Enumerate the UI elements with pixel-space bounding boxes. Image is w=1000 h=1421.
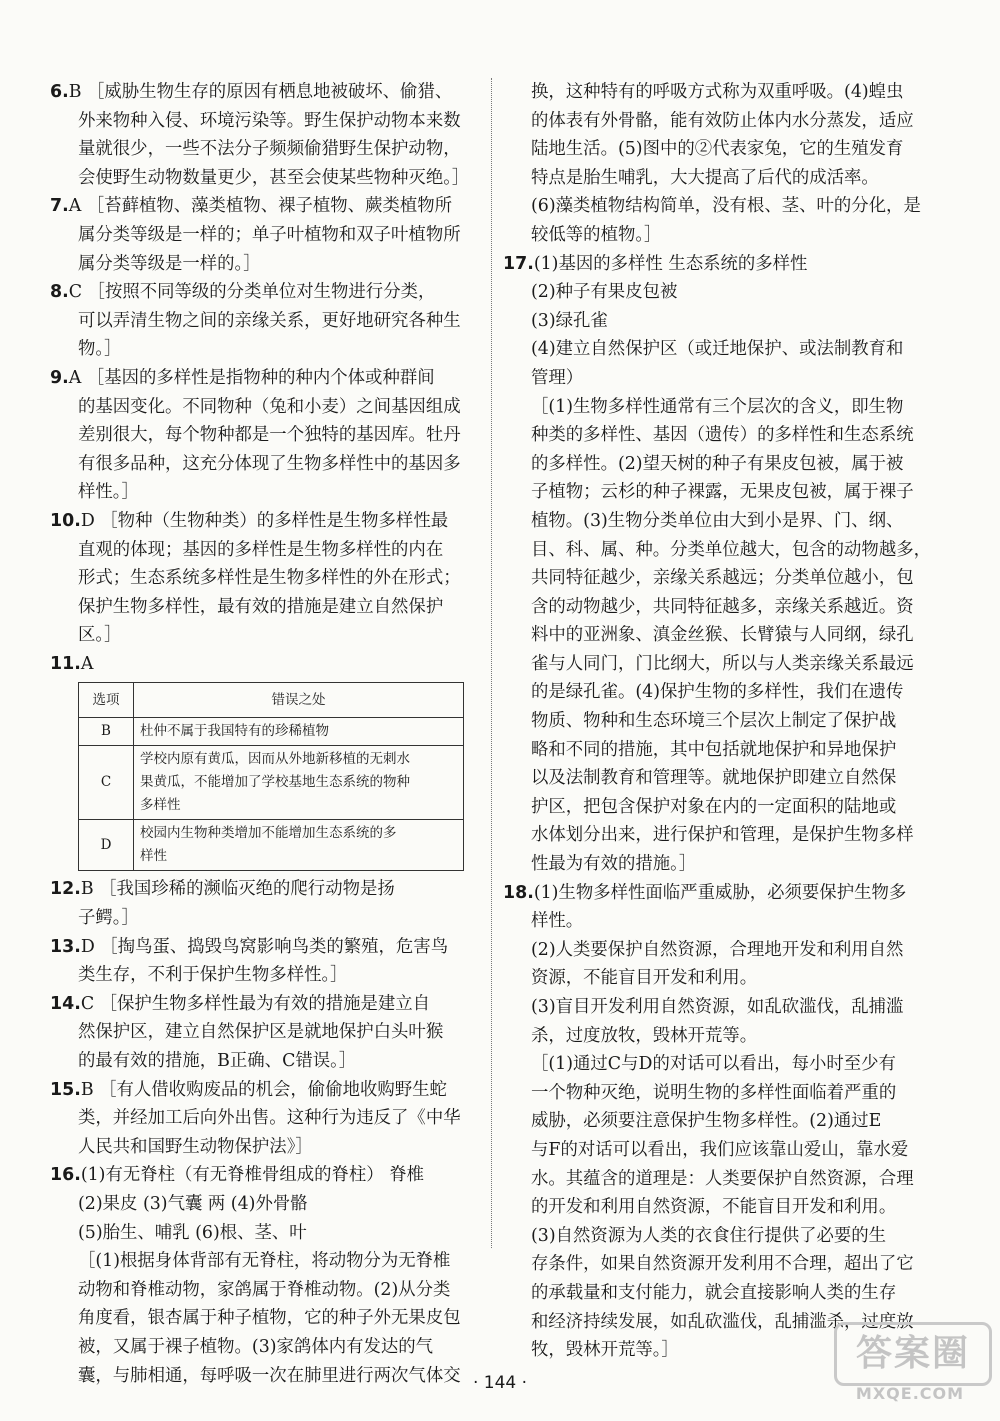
text-line: ［(1)根据身体背部有无脊柱，将动物分为无脊椎 <box>78 1251 451 1272</box>
text-line: 类，并经加工后向外出售。这种行为违反了《中华 <box>78 1108 461 1129</box>
text-line: (3)自然资源为人类的衣食住行提供了必要的生 <box>531 1225 887 1246</box>
text-line: 共同特征越少，亲缘关系越远；分类单位越小，包 <box>531 568 914 589</box>
text-line: 管理） <box>531 367 584 388</box>
text-line: 物质、物种和生态环境三个层次上制定了保护战 <box>531 711 897 732</box>
text-line: 的最有效的措施，B正确、C错误。］ <box>78 1051 357 1072</box>
text-line: 量就很少，一些不法分子频频偷猎野生保护动物， <box>78 139 461 160</box>
text-line: 的是绿孔雀。(4)保护生物的多样性，我们在遗传 <box>531 682 904 703</box>
text-line: ［(1)通过C与D的对话可以看出，每小时至少有 <box>531 1054 896 1075</box>
answer-13 <box>50 933 482 990</box>
text-line: B ［有人借收购废品的机会，偷偷地收购野生蛇 <box>80 1079 447 1100</box>
text-line: 样性。］ <box>78 482 139 503</box>
text-line: 一个物种灭绝，说明生物的多样性面临着严重的 <box>531 1082 897 1103</box>
text-line: (6)藻类植物结构简单，没有根、茎、叶的分化，是 <box>531 196 921 217</box>
text-line: 以及法制教育和管理等。就地保护即建立自然保 <box>531 768 897 789</box>
answer-text <box>50 937 482 990</box>
text-line: 的多样性。(2)望天树的种子有果皮包被，属于被 <box>531 453 904 474</box>
answer-11 <box>50 650 482 872</box>
text-line: 植物。(3)生物分类单位由大到小是界、门、纲、 <box>531 510 904 531</box>
text-line: A ［基因的多样性是指物种的种内个体或种群间 <box>68 367 435 388</box>
answer-16 <box>50 1161 482 1390</box>
table-row <box>79 718 464 746</box>
text-line: 动物和脊椎动物，家鸽属于脊椎动物。(2)从分类 <box>78 1279 451 1300</box>
answer-text <box>503 883 933 1365</box>
item-number: 12. <box>50 879 81 900</box>
table-header-row <box>79 683 464 718</box>
answer-12 <box>50 875 482 932</box>
text-line: 学校内原有黄瓜，因而从外地新移植的无刺水 <box>140 751 410 768</box>
text-line: 料中的亚洲象、滇金丝猴、长臂猿与人同纲，绿孔 <box>531 625 914 646</box>
text-line: 子植物；云杉的种子裸露，无果皮包被，属于裸子 <box>531 482 914 503</box>
text-line: 被，又属于裸子植物。(3)家鸽体内有发达的气 <box>78 1336 434 1357</box>
text-line: 换，这种特有的呼吸方式称为双重呼吸。(4)蝗虫 <box>531 82 904 102</box>
text-line: 的体表有外骨骼，能有效防止体内水分蒸发，适应 <box>531 110 914 131</box>
answer-text <box>50 282 482 364</box>
left-column <box>50 78 482 1390</box>
item-number: 11. <box>50 653 81 674</box>
text-line: 角度看，银杏属于种子植物，它的种子外无果皮包 <box>78 1308 461 1329</box>
item-number: 15. <box>50 1079 81 1100</box>
text-line: 资源，不能盲目开发和利用。 <box>531 968 758 989</box>
text-line: 多样性 <box>140 797 181 814</box>
text-line: 校园内生物种类增加不能增加生态系统的多 <box>140 825 397 842</box>
text-line: 属分类等级是一样的；单子叶植物和双子叶植物所 <box>78 224 461 245</box>
item-number: 13. <box>50 936 81 957</box>
item-number: 17. <box>503 253 534 274</box>
text-line: 直观的体现；基因的多样性是生物多样性的内在 <box>78 539 444 560</box>
text-line: 囊，与肺相通，每呼吸一次在肺里进行两次气体交 <box>78 1365 461 1386</box>
table-row <box>79 820 464 871</box>
text-line: 性最为有效的措施。］ <box>531 854 697 875</box>
text-line: 与F的对话可以看出，我们应该靠山爱山，靠水爱 <box>531 1139 909 1160</box>
table-cell-option: D <box>79 820 134 871</box>
watermark-url: MXQE.COM <box>855 1384 965 1403</box>
text-line: 然保护区，建立自然保护区是就地保护白头叶猴 <box>78 1022 444 1043</box>
text-line: 雀与人同门，门比纲大，所以与人类亲缘关系最远 <box>531 653 914 674</box>
text-line: (2)种子有果皮包被 <box>531 282 678 303</box>
answer-16-continued <box>503 78 933 250</box>
text-line: 子鳄。］ <box>78 908 139 929</box>
text-line: 水体划分出来，进行保护和管理，是保护生物多样 <box>531 825 914 846</box>
answer-9 <box>50 364 482 507</box>
right-column <box>503 78 933 1365</box>
answer-text <box>50 879 482 932</box>
table-row <box>79 746 464 820</box>
answer-text <box>50 1165 482 1390</box>
text-line: 牧，毁林开荒等。］ <box>531 1340 679 1361</box>
watermark <box>834 1322 986 1404</box>
text-line: 的开发和利用自然资源，不能盲目开发和利用。 <box>531 1197 897 1218</box>
text-line: 陆地生活。(5)图中的②代表家兔，它的生殖发育 <box>531 139 904 160</box>
text-line: 目、科、属、种。分类单位越大，包含的动物越多， <box>531 539 931 560</box>
text-line: B ［我国珍稀的濒临灭绝的爬行动物是扬 <box>80 879 395 900</box>
text-line: (3)绿孔雀 <box>531 310 608 331</box>
column-divider <box>491 78 492 1248</box>
text-line: D ［物种（生物种类）的多样性是生物多样性最 <box>80 510 449 531</box>
text-line: 护区，把包含保护对象在内的一定面积的陆地或 <box>531 796 897 817</box>
text-line: 种类的多样性、基因（遗传）的多样性和生态系统 <box>531 425 914 446</box>
text-line: (2)人类要保护自然资源，合理地开发和利用自然 <box>531 939 904 960</box>
text-line: 人民共和国野生动物保护法》］ <box>78 1136 313 1157</box>
text-line: 较低等的植物。］ <box>531 224 662 245</box>
text-line: 略和不同的措施，其中包括就地保护和异地保护 <box>531 739 897 760</box>
text-line: C ［保护生物多样性最为有效的措施是建立自 <box>80 993 431 1014</box>
text-line: (3)盲目开发利用自然资源，如乱砍滥伐，乱捕滥 <box>531 997 904 1017</box>
answer-letter: A <box>80 653 94 674</box>
text-line: C ［按照不同等级的分类单位对生物进行分类， <box>68 282 436 303</box>
text-line: (1)有无脊柱（有无脊椎骨组成的脊柱） 脊椎 <box>80 1165 425 1186</box>
text-line: 物。］ <box>78 339 122 360</box>
answer-15 <box>50 1076 482 1162</box>
answer-text <box>50 368 482 507</box>
answer-text <box>50 1080 482 1162</box>
text-line: 形式；生态系统多样性是生物多样性的外在形式； <box>78 568 461 589</box>
item-number: 9. <box>50 367 69 388</box>
table-header-error: 错误之处 <box>134 683 464 718</box>
text-line: 杜仲不属于我国特有的珍稀植物 <box>140 723 329 740</box>
text-line: 会使野生动物数量更少，甚至会使某些物种灭绝。］ <box>78 167 470 188</box>
text-line: 含的动物越少，共同特征越多，亲缘关系越近。资 <box>531 596 914 617</box>
text-line: 杀，过度放牧，毁林开荒等。 <box>531 1025 758 1046</box>
answer-18 <box>503 879 933 1365</box>
answer-7 <box>50 192 482 278</box>
item-number: 7. <box>50 196 69 217</box>
item-number: 18. <box>503 882 534 903</box>
answer-8 <box>50 278 482 364</box>
text-line: 的承载量和支付能力，就会直接影响人类的生存 <box>531 1282 897 1303</box>
text-line: 威胁，必须要注意保护生物多样性。(2)通过E <box>531 1111 882 1132</box>
text-line: A ［苔藓植物、藻类植物、裸子植物、蕨类植物所 <box>68 196 453 217</box>
table-cell-error <box>134 718 464 746</box>
text-line: 样性。 <box>531 911 584 932</box>
table-cell-option: C <box>79 746 134 820</box>
text-line: 属分类等级是一样的。］ <box>78 253 261 274</box>
text-line: 类生存，不利于保护生物多样性。］ <box>78 965 348 986</box>
table-header-option: 选项 <box>79 683 134 718</box>
text-line: (1)基因的多样性 生态系统的多样性 <box>533 253 808 274</box>
text-line: 的基因变化。不同物种（兔和小麦）之间基因组成 <box>78 396 461 417</box>
answer-10 <box>50 507 482 650</box>
item-number: 16. <box>50 1165 81 1186</box>
item-number: 14. <box>50 993 81 1014</box>
item-number: 6. <box>50 82 69 102</box>
text-line: 有很多品种，这充分体现了生物多样性中的基因多 <box>78 453 461 474</box>
table-cell-error <box>134 746 464 820</box>
answer-6 <box>50 78 482 192</box>
answer-14 <box>50 990 482 1076</box>
answer-text <box>50 82 482 192</box>
text-line: 外来物种入侵、环境污染等。野生保护动物本来数 <box>78 110 461 131</box>
text-line: 样性 <box>140 848 167 865</box>
text-line: 果黄瓜，不能增加了学校基地生态系统的物种 <box>140 774 410 791</box>
text-line: 差别很大，每个物种都是一个独特的基因库。牡丹 <box>78 425 461 446</box>
text-line: 区。］ <box>78 625 122 646</box>
text-line: (4)建立自然保护区（或迁地保护、或法制教育和 <box>531 339 904 360</box>
item-number: 10. <box>50 510 81 531</box>
text-line: 存条件，如果自然资源开发利用不合理，超出了它 <box>531 1254 914 1275</box>
text-line: ［(1)生物多样性通常有三个层次的含义，即生物 <box>531 396 904 417</box>
answer-text <box>50 196 482 278</box>
table-cell-error <box>134 820 464 871</box>
answer-text <box>50 994 482 1076</box>
answer-text <box>50 511 482 650</box>
text-line: D ［掏鸟蛋、捣毁鸟窝影响鸟类的繁殖，危害鸟 <box>80 936 449 957</box>
text-line: 特点是胎生哺乳，大大提高了后代的成活率。 <box>531 167 879 188</box>
text-line: 可以弄清生物之间的亲缘关系，更好地研究各种生 <box>78 310 461 331</box>
text-line: (1)生物多样性面临严重威胁，必须要保护生物多 <box>533 882 907 903</box>
text-line: 保护生物多样性，最有效的措施是建立自然保护 <box>78 596 444 617</box>
text-line: (2)果皮 (3)气囊 两 (4)外骨骼 <box>78 1194 308 1214</box>
text-line: 和经济持续发展，如乱砍滥伐，乱捕滥杀，过度放 <box>531 1311 914 1332</box>
text-line: 水。其蕴含的道理是：人类要保护自然资源，合理 <box>531 1168 914 1189</box>
answer-text <box>503 254 933 879</box>
answer-17 <box>503 250 933 879</box>
text-line: B ［威胁生物生存的原因有栖息地被破坏、偷猎、 <box>68 82 453 102</box>
watermark-logo: 答案圈 <box>834 1322 992 1386</box>
page-number: · 144 · <box>472 1373 528 1393</box>
error-table <box>78 682 464 871</box>
text-line: (5)胎生、哺乳 (6)根、茎、叶 <box>78 1222 307 1243</box>
table-cell-option: B <box>79 718 134 746</box>
item-number: 8. <box>50 282 69 303</box>
